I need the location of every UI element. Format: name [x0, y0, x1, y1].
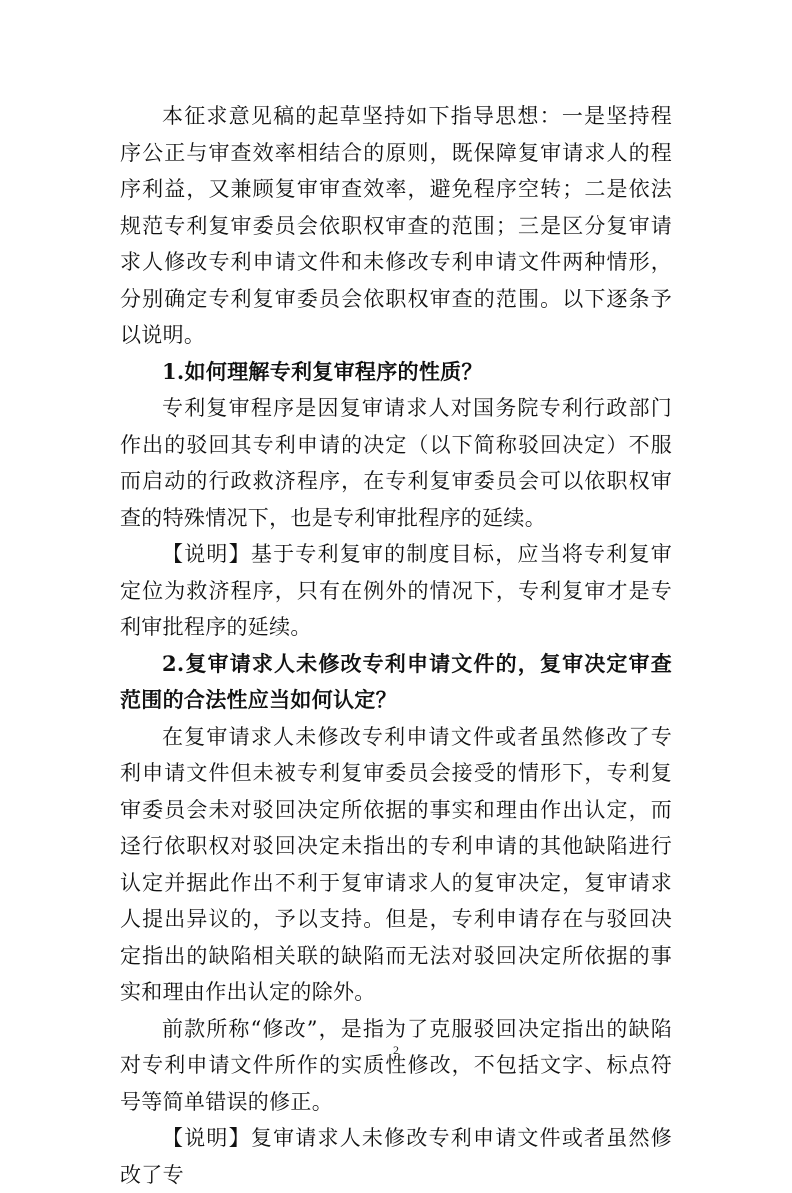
paragraph-guiding-principles: 本征求意见稿的起草坚持如下指导思想：一是坚持程序公正与审查效率相结合的原则，既保障复审请求人的程序利益，又兼顾复审审查效率，避免程序空转；二是依法规范专利复审委员会依职权审查的范围；三是区分复审请求人修改专利申请文件和未修改专利申请文件两种情形，分别确定专利复审委员会依职权审查的范围。以下逐条予以说明。	[120, 104, 672, 347]
paragraph-explanation-1: 【说明】基于专利复审的制度目标，应当将专利复审定位为救济程序，只有在例外的情况下，专利复审才是专利审批程序的延续。	[120, 542, 672, 639]
paragraph-answer-1: 专利复审程序是因复审请求人对国务院专利行政部门作出的驳回其专利申请的决定（以下简称驳回决定）不服而启动的行政救济程序，在专利复审委员会可以依职权审查的特殊情况下，也是专利审批程序的延续。	[120, 396, 672, 530]
heading-question-1: 1.如何理解专利复审程序的性质？	[162, 358, 483, 384]
paragraph-modification-definition: 前款所称“修改”，是指为了克服驳回决定指出的缺陷对专利申请文件所作的实质性修改，不包括文字、标点符号等简单错误的修正。	[120, 1016, 672, 1114]
heading-question-2: 2.复审请求人未修改专利申请文件的，复审决定审查范围的合法性应当如何认定？	[120, 650, 672, 712]
paragraph-explanation-2: 【说明】复审请求人未修改专利申请文件或者虽然修改了专	[120, 1126, 672, 1187]
page-number: 2	[393, 1043, 399, 1057]
paragraph-answer-2: 在复审请求人未修改专利申请文件或者虽然修改了专利申请文件但未被专利复审委员会接受的情形下，专利复审委员会未对驳回决定所依据的事实和理由作出认定，而迳行依职权对驳回决定未指出的专利申请的其他缺陷进行认定并据此作出不利于复审请求人的复审决定，复审请求人提出异议的，予以支持。但是，专利申请存在与驳回决定指出的缺陷相关联的缺陷而无法对驳回决定所依据的事实和理由作出认定的除外。	[120, 724, 672, 1004]
document-page	[120, 98, 672, 1193]
